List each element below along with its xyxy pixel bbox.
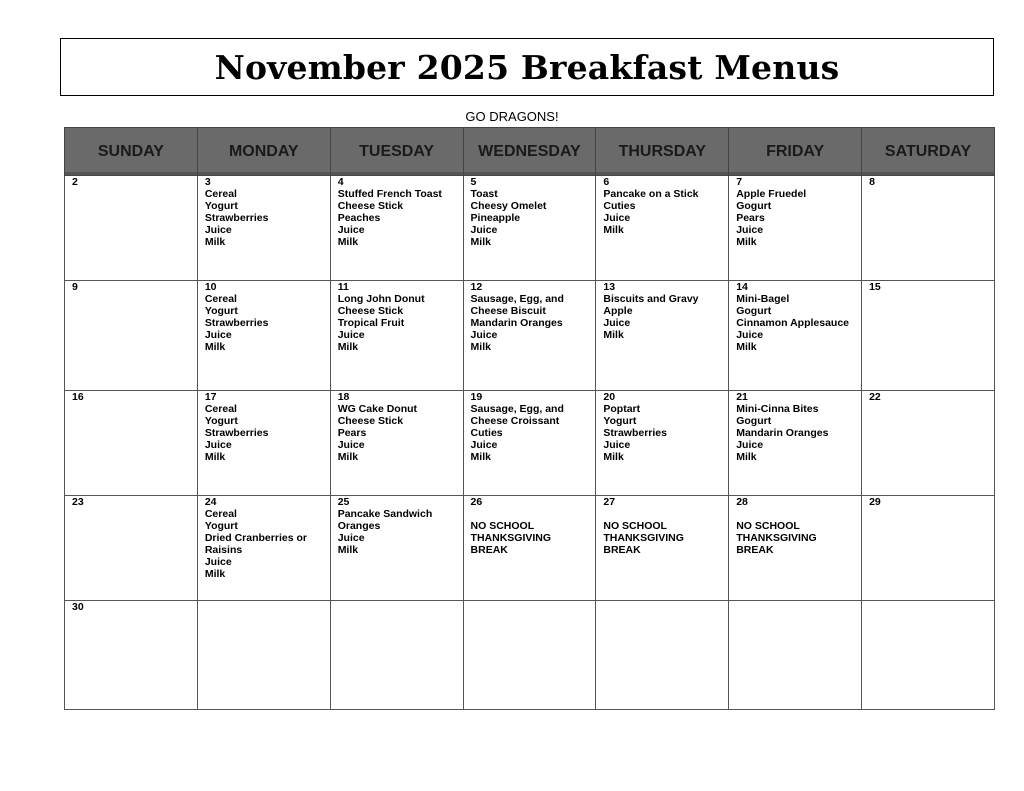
day-cell xyxy=(596,391,729,496)
menu-item: Milk xyxy=(204,451,226,463)
menu-item: Dried Cranberries or xyxy=(204,532,307,544)
menu-item: Mandarin Oranges xyxy=(736,427,829,439)
menu-item: Milk xyxy=(736,236,757,248)
menu-item: Cheese Croissant xyxy=(470,415,560,427)
day-cell xyxy=(729,281,862,391)
menu-item: Milk xyxy=(736,341,757,353)
day-cell xyxy=(330,281,463,391)
menu-item: Long John Donut xyxy=(337,293,425,305)
menu-item: Milk xyxy=(337,341,359,353)
calendar-table xyxy=(64,127,995,710)
menu-item: Juice xyxy=(736,224,764,236)
day-number: 9 xyxy=(72,281,78,293)
menu-item: Milk xyxy=(337,544,359,556)
menu-item: Pears xyxy=(736,212,765,224)
day-cell xyxy=(330,496,463,601)
menu-item: Milk xyxy=(204,341,226,353)
menu-item: Sausage, Egg, and xyxy=(470,293,564,305)
menu-item: Cereal xyxy=(204,403,237,415)
day-number: 19 xyxy=(470,391,483,403)
day-cell xyxy=(596,281,729,391)
day-cell xyxy=(729,391,862,496)
menu-item: Milk xyxy=(603,329,624,341)
menu-item xyxy=(736,508,861,520)
menu-item: NO SCHOOL xyxy=(736,520,800,532)
day-number: 17 xyxy=(204,391,217,403)
menu-item: THANKSGIVING xyxy=(736,532,817,544)
week-row xyxy=(65,601,995,710)
day-cell xyxy=(330,391,463,496)
day-cell xyxy=(596,496,729,601)
day-cell xyxy=(463,391,596,496)
menu-item: Cinnamon Applesauce xyxy=(736,317,850,329)
week-row xyxy=(65,281,995,391)
menu-item: Yogurt xyxy=(204,415,238,427)
menu-item: WG Cake Donut xyxy=(337,403,418,415)
menu-item: Juice xyxy=(470,439,498,451)
day-number: 21 xyxy=(736,391,748,403)
day-cell xyxy=(330,601,463,710)
day-cell xyxy=(65,496,198,601)
menu-item: Cheese Stick xyxy=(337,415,404,427)
menu-item: Juice xyxy=(603,439,631,451)
weekday-header-thursday: THURSDAY xyxy=(596,128,729,176)
menu-item: Pancake on a Stick xyxy=(603,188,699,200)
weekday-header-row xyxy=(65,128,995,176)
day-number: 3 xyxy=(204,176,211,188)
subtitle: GO DRAGONS! xyxy=(465,109,559,124)
day-cell xyxy=(463,496,596,601)
day-cell xyxy=(65,176,198,281)
day-cell xyxy=(330,176,463,281)
menu-item: Cuties xyxy=(470,427,503,439)
day-cell xyxy=(862,496,995,601)
menu-item: Stuffed French Toast xyxy=(337,188,442,200)
weekday-header-wednesday: WEDNESDAY xyxy=(463,128,596,176)
day-number: 26 xyxy=(470,496,483,508)
menu-item: Gogurt xyxy=(736,200,772,212)
menu-item: Juice xyxy=(337,329,365,341)
menu-item: BREAK xyxy=(470,544,508,556)
menu-item: Cereal xyxy=(204,188,237,200)
menu-item: Gogurt xyxy=(736,415,772,427)
day-number: 13 xyxy=(603,281,616,293)
day-cell xyxy=(65,281,198,391)
day-number: 20 xyxy=(603,391,616,403)
menu-item: Milk xyxy=(603,224,624,236)
menu-item: Milk xyxy=(470,341,491,353)
menu-item: Mini-Bagel xyxy=(736,293,790,305)
menu-item: THANKSGIVING xyxy=(603,532,684,544)
menu-item: Cheese Stick xyxy=(337,200,404,212)
day-number: 25 xyxy=(337,496,350,508)
menu-item: Yogurt xyxy=(603,415,637,427)
day-cell xyxy=(197,391,330,496)
weekday-header-sunday: SUNDAY xyxy=(65,128,198,176)
menu-item: Juice xyxy=(736,329,764,341)
day-cell xyxy=(729,496,862,601)
menu-item: Yogurt xyxy=(204,520,238,532)
menu-item: Toast xyxy=(470,188,498,200)
day-number: 10 xyxy=(204,281,217,293)
menu-item: NO SCHOOL xyxy=(470,520,535,532)
menu-item: Apple xyxy=(603,305,633,317)
week-row xyxy=(65,391,995,496)
menu-item: Biscuits and Gravy xyxy=(603,293,699,305)
menu-item: Pineapple xyxy=(470,212,521,224)
menu-item: Raisins xyxy=(204,544,243,556)
weekday-header-tuesday: TUESDAY xyxy=(330,128,463,176)
menu-item: Mini-Cinna Bites xyxy=(736,403,819,415)
menu-item: Poptart xyxy=(603,403,641,415)
day-cell xyxy=(596,176,729,281)
day-number: 29 xyxy=(869,496,881,508)
menu-item: BREAK xyxy=(603,544,641,556)
menu-item: Cheese Stick xyxy=(337,305,404,317)
day-cell xyxy=(463,281,596,391)
day-number: 12 xyxy=(470,281,483,293)
page-title: November 2025 Breakfast Menus xyxy=(214,47,840,87)
menu-item: Cereal xyxy=(204,293,237,305)
menu-item: Gogurt xyxy=(736,305,772,317)
menu-item: Cheesy Omelet xyxy=(470,200,547,212)
menu-item: Juice xyxy=(204,329,232,341)
day-cell xyxy=(197,281,330,391)
weekday-header-monday: MONDAY xyxy=(197,128,330,176)
weekday-header-saturday: SATURDAY xyxy=(862,128,995,176)
day-cell xyxy=(729,176,862,281)
menu-item: THANKSGIVING xyxy=(470,532,552,544)
menu-item: Strawberries xyxy=(603,427,667,439)
menu-item: Yogurt xyxy=(204,305,238,317)
day-number: 30 xyxy=(72,601,84,613)
week-row xyxy=(65,496,995,601)
menu-item: Juice xyxy=(470,329,498,341)
menu-item: Oranges xyxy=(337,520,381,532)
day-number: 14 xyxy=(736,281,748,293)
day-cell xyxy=(862,391,995,496)
title-box xyxy=(60,38,994,96)
day-number: 22 xyxy=(869,391,881,403)
menu-item: Milk xyxy=(470,451,491,463)
menu-item: Juice xyxy=(470,224,498,236)
menu-item xyxy=(471,508,596,520)
day-number: 27 xyxy=(603,496,616,508)
day-number: 16 xyxy=(72,391,84,403)
menu-item: Apple Fruedel xyxy=(736,188,807,200)
menu-item: Juice xyxy=(736,439,764,451)
day-number: 6 xyxy=(603,176,610,188)
menu-item: Juice xyxy=(603,212,631,224)
menu-item: Tropical Fruit xyxy=(337,317,405,329)
menu-item: Milk xyxy=(337,236,359,248)
day-number: 2 xyxy=(72,176,78,188)
menu-item: Mandarin Oranges xyxy=(470,317,563,329)
day-cell xyxy=(862,176,995,281)
menu-item: Cuties xyxy=(603,200,636,212)
menu-item: Juice xyxy=(337,224,365,236)
menu-item: Pears xyxy=(337,427,367,439)
day-cell xyxy=(862,281,995,391)
day-cell xyxy=(197,496,330,601)
menu-item: Juice xyxy=(204,224,232,236)
menu-item: Yogurt xyxy=(204,200,238,212)
menu-item: Juice xyxy=(204,439,232,451)
day-number: 15 xyxy=(869,281,881,293)
day-cell xyxy=(65,601,198,710)
menu-item: Sausage, Egg, and xyxy=(470,403,564,415)
day-cell xyxy=(463,176,596,281)
menu-item: Peaches xyxy=(337,212,381,224)
menu-item: Milk xyxy=(603,451,624,463)
menu-item: BREAK xyxy=(736,544,774,556)
day-cell xyxy=(862,601,995,710)
menu-item xyxy=(603,508,728,520)
menu-item: Milk xyxy=(736,451,757,463)
day-number: 4 xyxy=(337,176,344,188)
day-number: 23 xyxy=(72,496,84,508)
calendar-body xyxy=(65,176,995,710)
weekday-header-friday: FRIDAY xyxy=(729,128,862,176)
day-cell xyxy=(463,601,596,710)
menu-item: Strawberries xyxy=(204,317,269,329)
day-cell xyxy=(197,601,330,710)
menu-item: Pancake Sandwich xyxy=(337,508,433,520)
day-cell xyxy=(729,601,862,710)
menu-item: Juice xyxy=(603,317,631,329)
day-number: 8 xyxy=(869,176,875,188)
menu-item: Cheese Biscuit xyxy=(470,305,546,317)
menu-item: Cereal xyxy=(204,508,237,520)
menu-item: NO SCHOOL xyxy=(603,520,667,532)
day-number: 5 xyxy=(470,176,477,188)
week-row xyxy=(65,176,995,281)
menu-item: Strawberries xyxy=(204,212,269,224)
menu-item: Milk xyxy=(204,236,226,248)
menu-item: Juice xyxy=(337,439,365,451)
menu-item: Milk xyxy=(204,568,226,580)
menu-item: Milk xyxy=(470,236,491,248)
day-number: 18 xyxy=(337,391,350,403)
day-cell xyxy=(65,391,198,496)
menu-item: Milk xyxy=(337,451,359,463)
menu-item: Strawberries xyxy=(204,427,269,439)
menu-item: Juice xyxy=(337,532,365,544)
day-number: 7 xyxy=(736,176,743,188)
day-cell xyxy=(596,601,729,710)
menu-item: Juice xyxy=(204,556,232,568)
day-cell xyxy=(197,176,330,281)
day-number: 28 xyxy=(736,496,748,508)
day-number: 24 xyxy=(204,496,217,508)
day-number: 11 xyxy=(337,281,349,293)
